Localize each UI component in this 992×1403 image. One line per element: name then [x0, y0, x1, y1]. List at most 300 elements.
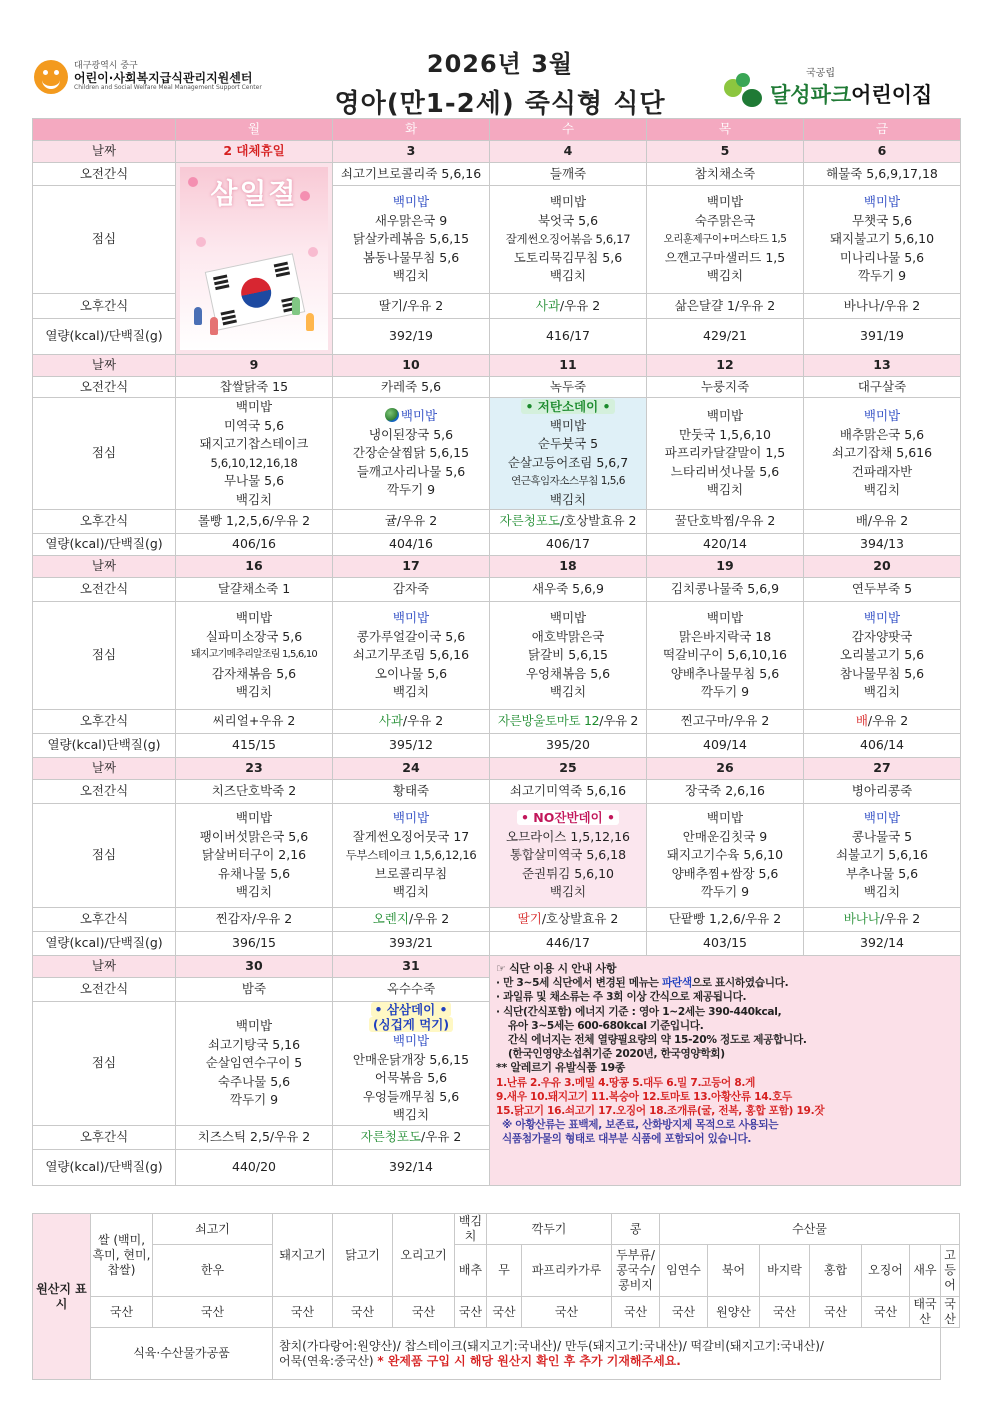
allergy-title: ** 알레르기 유발식품 19종	[496, 1061, 626, 1075]
org-logo	[34, 60, 262, 94]
title-menu: 영아(만1-2세) 죽식형 식단	[334, 89, 666, 119]
nutrition-label: 열량(kcal)/단백질(g)	[33, 1149, 176, 1185]
menu-item: 백김치	[706, 482, 744, 498]
lunch-cell	[333, 804, 490, 908]
menu-item: 백미밥	[235, 1018, 273, 1033]
lunch-cell	[490, 186, 647, 294]
notice-title: ☞ 식단 이용 시 안내 사항	[496, 962, 617, 975]
low-carbon-day-badge: • 저탄소데이 •	[521, 399, 614, 414]
menu-item: 건파래자반	[851, 463, 913, 479]
center-logo	[722, 64, 932, 109]
notice-line: · 만 3~5세 식단에서 변경된 메뉴는 파란색으로 표시하였습니다.	[496, 977, 789, 990]
week1-dates	[33, 141, 961, 163]
am-snack-label: 오전간식	[33, 377, 176, 398]
date-cell: 20	[804, 556, 961, 578]
pm-snack: 삶은달걀 1/우유 2	[647, 294, 804, 319]
allergy-note: 식품첨가물의 형태로 대부분 식품에 포함되어 있습니다.	[502, 1133, 752, 1146]
origin-value: 국산	[153, 1297, 273, 1328]
menu-item: 느타리버섯나물 5,6	[670, 463, 780, 479]
menu-item: 백미밥	[334, 407, 488, 426]
nutrition-label: 열량(kcal)/단백질(g)	[33, 534, 176, 556]
pm-snack: 배/우유 2	[804, 710, 961, 734]
nutrition-value: 395/20	[490, 734, 647, 758]
nutrition-value: 406/17	[490, 534, 647, 556]
origin-value: 국산	[660, 1297, 708, 1328]
nutrition-value: 403/15	[647, 932, 804, 956]
allergy-list: 15.닭고기 16.쇠고기 17.오징어 18.조개류(굴, 전복, 홍합 포함) 19.잣	[496, 1105, 825, 1118]
am-snack: 쇠고기미역죽 5,6,16	[490, 780, 647, 804]
menu-item: 백김치	[706, 268, 744, 284]
week3-am	[33, 578, 961, 602]
pm-snack: 바나나/우유 2	[804, 908, 961, 932]
menu-item: 백미밥	[863, 610, 901, 626]
menu-item: 백김치	[549, 884, 587, 900]
menu-item: 오므라이스 1,5,12,16	[506, 828, 630, 844]
menu-item: 백김치	[392, 884, 430, 900]
processed-info: 참치(가다랑어:원양산)/ 찹스테이크(돼지고기:국내산)/ 만두(돼지고기:국내산)/ 떡갈비(돼지고기:국내산)/ 어묵(연육:중국산) * 완제품 구입 시 해당 원산지 확인 후 추가 기재해주세요.	[273, 1328, 941, 1380]
menu-item: 맑은바지락국 18	[678, 628, 772, 644]
day-tue: 화	[333, 119, 490, 141]
week1-nut	[33, 319, 961, 355]
title-month: 2026년 3월	[426, 50, 574, 78]
lunch-cell	[176, 804, 333, 908]
menu-item: 만둣국 1,5,6,10	[679, 426, 771, 442]
menu-item: 오리불고기 5,6	[839, 647, 925, 663]
hanwoo-header: 한우	[153, 1245, 273, 1297]
am-snack: 옥수수죽	[333, 978, 490, 1002]
menu-item: 무나물 5,6	[223, 473, 285, 488]
nutrition-value: 446/17	[490, 932, 647, 956]
menu-table	[32, 118, 961, 1186]
origin-value: 태국산	[910, 1297, 941, 1328]
weekday-header	[33, 119, 961, 141]
menu-item: 준권튀김 5,6,10	[521, 865, 615, 881]
am-snack: 새우죽 5,6,9	[490, 578, 647, 602]
am-snack: 장국죽 2,6,16	[647, 780, 804, 804]
duck-header: 오리고기	[393, 1214, 455, 1297]
lunch-cell	[804, 398, 961, 510]
menu-item: 백미밥	[392, 810, 430, 826]
origin-value: 국산	[612, 1297, 660, 1328]
am-snack: 찹쌀닭죽 15	[176, 377, 333, 398]
week2-am	[33, 377, 961, 398]
nutrition-value: 416/17	[490, 319, 647, 355]
lunch-cell	[176, 602, 333, 710]
origin-label: 원산지 표시	[33, 1214, 91, 1380]
lunch-cell	[490, 602, 647, 710]
menu-item: 백김치	[392, 1107, 430, 1122]
sea-item-header: 홍합	[810, 1245, 862, 1297]
radish-header: 무	[487, 1245, 522, 1297]
menu-item: 감자채볶음 5,6	[211, 665, 297, 681]
lunch-label: 점심	[33, 804, 176, 908]
menu-item: 백김치	[549, 268, 587, 284]
am-snack: 달걀채소죽 1	[176, 578, 333, 602]
menu-item: 잘게썬오징어볶음 5,6,17	[505, 232, 631, 247]
menu-item: 백미밥	[235, 810, 273, 826]
menu-item: 떡갈비구이 5,6,10,16	[663, 647, 787, 663]
lunch-label: 점심	[33, 602, 176, 710]
menu-item: 돼지고기찹스테이크	[199, 436, 309, 451]
origin-value: 국산	[455, 1297, 487, 1328]
pm-snack: 단팥빵 1,2,6/우유 2	[647, 908, 804, 932]
pm-snack: 자른청포도/우유 2	[333, 1125, 490, 1149]
date-cell: 3	[333, 141, 490, 163]
lunch-cell	[647, 602, 804, 710]
date-cell: 11	[490, 355, 647, 377]
menu-item: 백김치	[549, 491, 587, 507]
nutrition-value: 409/14	[647, 734, 804, 758]
date-cell: 27	[804, 758, 961, 780]
date-cell: 30	[176, 956, 333, 978]
nutrition-value: 406/16	[176, 534, 333, 556]
week4-am	[33, 780, 961, 804]
origin-value: 국산	[333, 1297, 393, 1328]
pm-snack: 배/우유 2	[804, 510, 961, 534]
date-cell: 13	[804, 355, 961, 377]
week5-dates	[33, 956, 961, 978]
am-snack-label: 오전간식	[33, 780, 176, 804]
pm-snack: 씨리얼+우유 2	[176, 710, 333, 734]
center-name-black: 어린이집	[851, 83, 933, 107]
menu-item: 북엇국 5,6	[537, 212, 599, 228]
menu-item: 순두붓국 5	[537, 436, 599, 451]
header	[0, 0, 992, 119]
bean-header: 콩	[612, 1214, 660, 1245]
rice-header: 쌀 (백미, 흑미, 현미, 찹쌀)	[91, 1214, 153, 1297]
week2-lunch	[33, 398, 961, 510]
notice-line: 간식 에너지는 전체 열량필요량의 약 15-20% 정도로 제공합니다.	[508, 1034, 807, 1047]
menu-item: 순살고등어조림 5,6,7	[507, 454, 629, 470]
menu-item: 깍두기 9	[857, 268, 907, 284]
menu-item: 두부스테이크 1,5,6,12,16	[345, 848, 477, 863]
lunch-cell	[804, 186, 961, 294]
allergy-note: ※ 아황산류는 표백제, 보존료, 산화방지제 목적으로 사용되는	[502, 1119, 779, 1132]
am-snack: 감자죽	[333, 578, 490, 602]
menu-item: 백미밥	[706, 810, 744, 826]
org-name-en: Children and Social Welfare Meal Management Support Center	[74, 84, 262, 92]
origin-value: 국산	[487, 1297, 522, 1328]
pm-snack: 찐감자/우유 2	[176, 908, 333, 932]
sea-item-header: 임연수	[660, 1245, 708, 1297]
lunch-cell	[804, 602, 961, 710]
notice-line: 유아 3~5세는 600-680kcal 기준입니다.	[508, 1019, 704, 1032]
nutrition-label: 열량(kcal)단백질(g)	[33, 734, 176, 758]
lunch-cell	[490, 398, 647, 510]
am-snack-label: 오전간식	[33, 978, 176, 1002]
date-label: 날짜	[33, 956, 176, 978]
menu-item: 백미밥	[392, 1033, 430, 1048]
menu-item: 쇠고기탕국 5,16	[207, 1036, 301, 1052]
day-wed: 수	[490, 119, 647, 141]
origin-value: 국산	[862, 1297, 910, 1328]
menu-item: 깍두기 9	[700, 884, 750, 900]
menu-item: 백김치	[863, 482, 901, 498]
notice-line: · 과일류 및 채소류는 주 3회 이상 간식으로 제공됩니다.	[496, 991, 747, 1004]
week4-dates	[33, 758, 961, 780]
menu-item: 연근흑임자소스무침 1,5,6	[511, 475, 625, 487]
menu-item: 백미밥	[706, 194, 744, 210]
origin-value: 국산	[810, 1297, 862, 1328]
date-cell: 9	[176, 355, 333, 377]
notice-line: (한국인영양소섭취기준 2020년, 한국영양학회)	[508, 1048, 725, 1061]
menu-item: 무챗국 5,6	[851, 212, 913, 228]
lunch-cell	[176, 398, 333, 510]
nutrition-value: 440/20	[176, 1149, 333, 1185]
center-name-green: 달성파크	[770, 83, 852, 107]
menu-item: 브로콜리무침	[374, 865, 448, 881]
menu-item: 실파미소장국 5,6	[205, 628, 303, 644]
bean-items-header: 두부류/콩국수/콩비지	[612, 1245, 660, 1297]
cabbage-header: 배추	[455, 1245, 487, 1297]
center-type: 국공립	[806, 68, 835, 79]
week1-am	[33, 163, 961, 186]
earth-icon	[385, 408, 399, 422]
am-snack: 치즈단호박죽 2	[176, 780, 333, 804]
menu-item: 어묵볶음 5,6	[374, 1070, 448, 1085]
am-snack-label: 오전간식	[33, 163, 176, 186]
pm-snack: 롤빵 1,2,5,6/우유 2	[176, 510, 333, 534]
pm-snack-label: 오후간식	[33, 510, 176, 534]
low-salt-day-sub: (싱겁게 먹기)	[369, 1017, 453, 1032]
menu-item: 애호박맑은국	[531, 628, 605, 644]
menu-item: 백김치	[863, 884, 901, 900]
holiday-poster	[176, 163, 333, 355]
am-snack: 병아리콩죽	[804, 780, 961, 804]
date-cell: 10	[333, 355, 490, 377]
am-snack: 연두부죽 5	[804, 578, 961, 602]
menu-item: 도토리묵김무침 5,6	[513, 249, 623, 265]
date-cell: 31	[333, 956, 490, 978]
lunch-cell	[176, 1002, 333, 1126]
menu-item: 백김치	[235, 884, 273, 900]
day-thu: 목	[647, 119, 804, 141]
menu-item: 백미밥	[549, 194, 587, 210]
menu-item: 백미밥	[863, 194, 901, 210]
nutrition-value: 404/16	[333, 534, 490, 556]
sea-item-header: 바지락	[760, 1245, 810, 1297]
date-cell: 26	[647, 758, 804, 780]
week2-dates	[33, 355, 961, 377]
lunch-label: 점심	[33, 186, 176, 294]
day-fri: 금	[804, 119, 961, 141]
pm-snack: 꿀단호박찜/우유 2	[647, 510, 804, 534]
date-cell: 16	[176, 556, 333, 578]
week4-pm	[33, 908, 961, 932]
pm-snack: 바나나/우유 2	[804, 294, 961, 319]
pm-snack: 사과/우유 2	[490, 294, 647, 319]
allergy-list: 1.난류 2.우유 3.메밀 4.땅콩 5.대두 6.밀 7.고등어 8.게	[496, 1076, 756, 1089]
menu-item: 백김치	[235, 491, 273, 507]
week3-lunch	[33, 602, 961, 710]
menu-item: 파프리카달걀말이 1,5	[664, 445, 786, 461]
date-label: 날짜	[33, 141, 176, 163]
no-leftover-day-badge: • NO잔반데이 •	[517, 810, 619, 825]
lunch-cell	[333, 186, 490, 294]
nutrition-label: 열량(kcal)/단백질(g)	[33, 319, 176, 355]
lunch-cell	[804, 804, 961, 908]
org-name: 어린이·사회복지급식관리지원센터	[74, 71, 253, 86]
menu-item: 돼지불고기 5,6,10	[829, 231, 935, 247]
menu-item: 숙주나물 5,6	[217, 1073, 291, 1089]
nutrition-value: 396/15	[176, 932, 333, 956]
origin-value: 국산	[393, 1297, 455, 1328]
date-label: 날짜	[33, 758, 176, 780]
pm-snack: 귤/우유 2	[333, 510, 490, 534]
pm-snack: 치즈스틱 2,5/우유 2	[176, 1125, 333, 1149]
week3-nut	[33, 734, 961, 758]
menu-item: 잘게썬오징어뭇국 17	[352, 828, 470, 844]
menu-item: 우엉채볶음 5,6	[525, 665, 611, 681]
lunch-cell	[647, 398, 804, 510]
korean-flag-icon	[205, 253, 306, 330]
week4-lunch	[33, 804, 961, 908]
menu-item: 백미밥	[706, 610, 744, 626]
menu-item: 냉이된장국 5,6	[368, 426, 454, 442]
menu-item: 쇠고기잡채 5,616	[831, 445, 933, 461]
menu-item: 새우맑은국 9	[374, 212, 448, 228]
date-cell: 17	[333, 556, 490, 578]
date-cell: 18	[490, 556, 647, 578]
menu-item: 닭갈비 5,6,15	[528, 647, 608, 663]
nutrition-label: 열량(kcal)/단백질(g)	[33, 932, 176, 956]
sea-item-header: 새우	[910, 1245, 941, 1297]
lunch-cell	[333, 602, 490, 710]
lunch-cell	[647, 804, 804, 908]
day-mon: 월	[176, 119, 333, 141]
menu-item: 백김치	[235, 684, 273, 700]
menu-item: 감자양팟국	[851, 628, 913, 644]
kimchi-header: 백김치	[455, 1214, 487, 1245]
week3-dates	[33, 556, 961, 578]
nutrition-value: 392/14	[804, 932, 961, 956]
sea-item-header: 고등어	[941, 1245, 960, 1297]
am-snack: 카레죽 5,6	[333, 377, 490, 398]
kkakdugi-header: 깍두기	[487, 1214, 612, 1245]
pm-snack: 딸기/우유 2	[333, 294, 490, 319]
pm-snack: 자른청포도/호상발효유 2	[490, 510, 647, 534]
menu-item: 쇠고기무조림 5,6,16	[352, 647, 470, 663]
nutrition-value: 393/21	[333, 932, 490, 956]
menu-item: 백미밥	[392, 610, 430, 626]
menu-item: 안매운닭개장 5,6,15	[352, 1051, 470, 1067]
menu-item: 쇠불고기 5,6,16	[835, 847, 929, 863]
week1-pm	[33, 294, 961, 319]
menu-item: 양배추나물무침 5,6	[670, 665, 780, 681]
menu-item: 간장순살찜닭 5,6,15	[352, 445, 470, 461]
menu-item: 깍두기 9	[386, 482, 436, 498]
menu-item: 백미밥	[863, 810, 901, 826]
menu-item: 콩나물국 5	[851, 828, 913, 844]
menu-item: 미역국 5,6	[223, 417, 285, 433]
allergy-list: 9.새우 10.돼지고기 11.복숭아 12.토마토 13.아황산류 14.호두	[496, 1090, 792, 1103]
week3-pm	[33, 710, 961, 734]
am-snack: 누룽지죽	[647, 377, 804, 398]
menu-item: 유채나물 5,6	[217, 865, 291, 881]
menu-item: 백미밥	[549, 610, 587, 626]
date-cell: 2 대체휴일	[176, 141, 333, 163]
menu-item: 순살임연수구이 5	[205, 1055, 303, 1070]
menu-item: 5,6,10,12,16,18	[210, 455, 298, 470]
nutrition-value: 392/14	[333, 1149, 490, 1185]
menu-item: 돼지고기메추리알조림 1,5,6,10	[191, 649, 317, 661]
menu-item: 백김치	[863, 684, 901, 700]
pm-snack-label: 오후간식	[33, 908, 176, 932]
lunch-cell	[647, 186, 804, 294]
notice-box	[490, 956, 961, 1186]
menu-item: 안매운김칫국 9	[682, 828, 768, 844]
leaf-logo-icon	[722, 73, 766, 109]
week2-nut	[33, 534, 961, 556]
date-cell: 12	[647, 355, 804, 377]
notice-line: · 식단(간식포함) 에너지 기준 : 영아 1~2세는 390-440kcal,	[496, 1005, 782, 1018]
nutrition-value: 391/19	[804, 319, 961, 355]
am-snack-label: 오전간식	[33, 578, 176, 602]
pm-snack: 자른방울토마토 12/우유 2	[490, 710, 647, 734]
menu-item: 오리훈제구이+머스타드 1,5	[663, 233, 787, 246]
chicken-header: 닭고기	[333, 1214, 393, 1297]
pm-snack: 딸기/호상발효유 2	[490, 908, 647, 932]
origin-value: 국산	[760, 1297, 810, 1328]
low-salt-day-badge: • 삼삼데이 •	[371, 1002, 452, 1017]
processed-label: 식육·수산물가공품	[91, 1328, 273, 1380]
menu-item: 양배추찜+쌈장 5,6	[671, 865, 779, 881]
menu-item: 깍두기 9	[700, 684, 750, 700]
pm-snack-label: 오후간식	[33, 1125, 176, 1149]
am-snack: 녹두죽	[490, 377, 647, 398]
menu-item: 팽이버섯맑은국 5,6	[199, 828, 309, 844]
menu-item: 참나물무침 5,6	[839, 665, 925, 681]
menu-item: 으깬고구마샐러드 1,5	[664, 249, 786, 265]
pm-snack-label: 오후간식	[33, 294, 176, 319]
date-cell: 25	[490, 758, 647, 780]
nutrition-value: 394/13	[804, 534, 961, 556]
pm-snack: 오렌지/우유 2	[333, 908, 490, 932]
menu-item: 백김치	[392, 268, 430, 284]
menu-item: 우엉들깨무침 5,6	[362, 1088, 460, 1104]
paprika-header: 파프리카가루	[522, 1245, 612, 1297]
menu-item: 백미밥	[235, 399, 273, 414]
lunch-label: 점심	[33, 398, 176, 510]
date-label: 날짜	[33, 556, 176, 578]
menu-item: 오이나물 5,6	[374, 665, 448, 681]
sea-item-header: 북어	[708, 1245, 760, 1297]
smile-logo-icon	[34, 60, 68, 94]
menu-item: 미나리나물 5,6	[839, 249, 925, 265]
menu-item: 백미밥	[235, 610, 273, 626]
page-title	[300, 44, 700, 120]
lunch-cell	[333, 1002, 490, 1126]
am-snack: 들깨죽	[490, 163, 647, 186]
date-cell: 23	[176, 758, 333, 780]
week2-pm	[33, 510, 961, 534]
date-label: 날짜	[33, 355, 176, 377]
week1-lunch	[33, 186, 961, 294]
pm-snack-label: 오후간식	[33, 710, 176, 734]
menu-item: 닭살카레볶음 5,6,15	[352, 231, 470, 247]
origin-value: 국산	[91, 1297, 153, 1328]
origin-table	[32, 1213, 960, 1380]
corner-cell	[33, 119, 176, 141]
lunch-cell	[333, 398, 490, 510]
date-cell: 5	[647, 141, 804, 163]
poster-title: 삼일절	[210, 177, 298, 210]
menu-item: 백미밥	[392, 194, 430, 210]
week4-nut	[33, 932, 961, 956]
beef-header: 쇠고기	[153, 1214, 273, 1245]
menu-item: 백김치	[392, 684, 430, 700]
sea-item-header: 오징어	[862, 1245, 910, 1297]
